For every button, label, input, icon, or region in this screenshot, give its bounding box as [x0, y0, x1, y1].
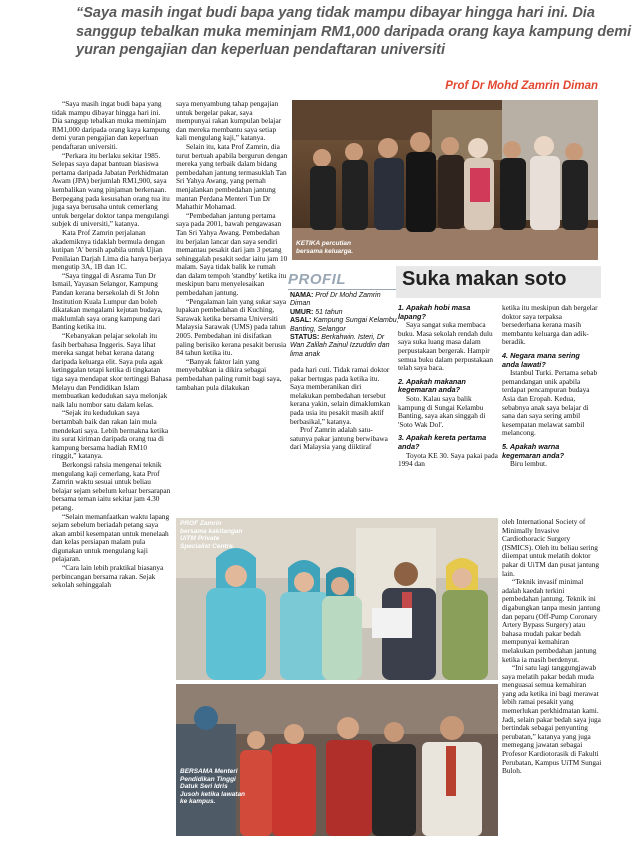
paragraph: “Saya masih ingat budi bapa yang tidak mampu dibayar hingga hari ini. Dia sanggup tebalkan muka meminjam RM1,000 daripada orang kaya kampung demi yuran pengajian dan keperluan pendaftaran universiti.	[52, 99, 170, 151]
caption-text: bersama kakitangan UiTM Private Specialist Centre.	[180, 527, 243, 550]
profil-asal	[290, 317, 400, 334]
caption-text: percutian bersama keluarga.	[296, 240, 354, 255]
answer: Saya sangat suka membaca buku. Masa sekolah rendah dulu saya suka luang masa dalam perpustakaan bergerak. Hampir semua buku dalam perpustakaan telah saya baca.	[398, 320, 494, 373]
profil-status-label: STATUS:	[290, 334, 320, 342]
paragraph: “Kebanyakan pelajar sekolah itu fasih berbahasa Inggeris. Saya lihat mereka sangat hebat kerana datang daripada keluarga elit. Saya pula agak ketinggalan tetapi ketika di tingkatan tiga saya mendapat skor tertinggi Bahasa Melayu dan Pendidikan Islam membuatkan kedudukan saya melonjak naik lalu nombor satu dalam kelas.	[52, 331, 172, 409]
paragraph: Berkongsi rahsia mengenai teknik mengulang kaji cemerlang, kata Prof Zamrin waktu sesuai untuk beliau belajar sejam sebelum keluar bersarapan bersama teman iaitu sekitar jam 4.30 petang.	[52, 459, 171, 512]
minister-photo-caption	[180, 768, 246, 806]
paragraph: saya menyambung tahap pengajian untuk bergelar pakar, saya mempunyai rakan kumpulan belajar dan mereka membantu saya setiap kali mengulang kaji,” katanya.	[176, 99, 282, 143]
question: 2. Apakah makanan kegemaran anda?	[398, 376, 466, 395]
profil-umur	[290, 309, 400, 317]
caption-lead: BERSAMA	[180, 768, 213, 775]
family-photo	[292, 100, 598, 260]
profil-asal-label: ASAL:	[290, 317, 312, 325]
caption-text: Menteri Pendidikan Tinggi Datuk Seri Idris Jusoh ketika lawatan ke kampus.	[180, 768, 246, 805]
paragraph: Kata Prof Zamrin perjalanan akademiknya tidaklah bermula dengan kutipan 'A' bersih apabila untuk Ujian Penilaian Darjah Lima dia hanya berjaya mengutip 3A, 1B dan 1C.	[52, 227, 172, 272]
article-column-4	[502, 518, 602, 776]
paragraph: pada hari cuti. Tidak ramai doktor pakar bertugas pada ketika itu. Saya memberanikan diri melakukan pembedahan tersebut kerana yakin, selain dimaklumkan pada usia itu pesakit masih aktif berbasikal,” katanya.	[290, 365, 391, 426]
question: 3. Apakah kereta pertama anda?	[398, 433, 487, 451]
profil-divider	[288, 289, 398, 290]
profil-umur-value: 51 tahun	[315, 308, 343, 316]
family-photo-image	[292, 100, 598, 260]
question: 1. Apakah hobi masa lapang?	[398, 303, 471, 321]
minister-photo	[176, 684, 498, 836]
paragraph: “Sejak itu kedudukan saya bertambah baik dan rakan lain mula mendekati saya. Lebih bermakna ketika itu surat kiriman daripada orang tua di kampung bersama hadiah RM10 ringgit,” katanya.	[52, 408, 169, 461]
paragraph: “Saya tinggal di Asrama Tun Dr Ismail, Yayasan Selangor, Kampung Pandan kerana bersekolah di St John Institution Kuala Lumpur dan boleh dikatakan mengalami kejutan budaya, maklumlah saya orang kampung dari Banting ketika itu.	[52, 270, 163, 332]
answer: Biru lembut.	[510, 459, 547, 469]
answer: Soto. Kalau saya balik kampung di Sungai Kelambu Banting, saya akan singgah di 'Soto Wak Dol'.	[398, 393, 486, 429]
question: 5. Apakah warna kegemaran anda?	[502, 441, 565, 460]
pull-quote: “Saya masih ingat budi bapa yang tidak mampu dibayar hingga hari ini. Dia sanggup tebalkan muka meminjam RM1,000 daripada orang kaya kampung demi yuran pengajian dan keperluan pendaftaran universiti	[76, 5, 632, 58]
profil-status-value: Berkahwin. Isteri, Dr Wan Zalilah Zainul Izzuddin dan lima anak	[290, 334, 390, 358]
profil-nama-label: NAMA:	[290, 292, 314, 299]
minister-photo-image	[176, 684, 498, 836]
article-column-2	[176, 100, 288, 392]
question: 4. Negara mana sering anda lawati?	[502, 350, 580, 369]
article-column-3	[290, 366, 394, 452]
profil-nama-value: Prof Dr Mohd Zamrin Diman	[290, 292, 381, 308]
profil-status	[290, 334, 400, 359]
sidebar-qa-left	[398, 304, 498, 469]
answer: Toyota KE 30. Saya pakai pada 1994 dan	[398, 450, 498, 469]
paragraph: “Perkara itu berlaku sekitar 1985. Selepas saya dapat bantuan biasiswa pertama daripada Jabatan Perkhidmatan Awam (JPA) berjumlah RM1,900, saya kembalikan wang pinjaman berkenaan. Berpegang pada kesusahan orang tua itu juga saya berusaha untuk cemerlang untuk bergelar doktor tanpa mengulangi subjek di universiti,” katanya.	[52, 150, 170, 229]
profil-title: PROFIL	[288, 271, 346, 288]
paragraph: “Banyak faktor lain yang menyebabkan ia dikira sebagai pembedahan paling rumit bagi saya, tambahan pula dilakukan	[176, 356, 282, 392]
answer: ketika itu meskipun dah bergelar doktor saya terpaksa bersederhana kerana masih membantu keluarga dan adik-beradik.	[502, 303, 598, 347]
paragraph: Selain itu, kata Prof Zamrin, dia turut bertuah apabila bergurun dengan mereka yang terbaik dalam bidang pembedahan jantung termasuklah Tan Sri Yahya Awang, yang pernah menjalankan pembedahan jantung mantan Perdana Menteri Tun Dr Mahathir Mohamad.	[176, 141, 288, 212]
paragraph: oleh International Society of Minimally Invasive Cardiothoracic Surgery (ISMICS). Oleh itu beliau sering diiempat untuk melatih doktor pakar di UiTM dan pusat jantung lain.	[502, 517, 600, 578]
answer: Istanbul Turki. Pertama sebab pemandangan unik apabila terdapat pencampuran budaya Asia dan Eropah. Kedua, sebabnya anak saya belajar di sana dan saya sering ambil kesempatan melawat sambil melancong.	[502, 368, 598, 438]
caption-lead: PROF Zamrin	[180, 520, 222, 527]
paragraph: “Cara lain lebih praktikal biasanya perbincangan bersama rakan. Sejak sekolah sehinggalah	[52, 563, 164, 590]
article-column-1	[52, 100, 172, 590]
paragraph: “Ini satu lagi tanggungjawab saya melatih pakar bedah muda menguasai semua kemahiran yang ada ketika ini bagi merawat lebih ramai pesakit yang memerlukan perkhidmatan kami. Jadi, selain pakar bedah saya juga bertindak sebagai penyunting perubatan,” katanya yang juga memegang jawatan sebagai Profesor Kardiotorasik di Fakulti Perubatan, Kampus UiTM Sungai Buloh.	[502, 663, 602, 776]
profil-details	[290, 292, 400, 359]
staff-photo-caption	[180, 520, 250, 550]
paragraph: “Selain memanfaatkan waktu lapang sejam sebelum beriadah petang saya akan ambil kesempatan untuk menelaah dan kelas persiapan malam pula digunakan untuk mengulang kaji pelajaran.	[52, 511, 170, 564]
paragraph: “Pembedahan jantung pertama saya pada 2001, bawah pengawasan Tan Sri Yahya Awang. Pembedahan itu berjalan lancar dan saya sendiri memantau pesakit dari jam 3 petang sehinggalah pesakit sedar iaitu jam 10 malam. Saya tidak balik ke rumah dan dalam tempoh 'standby' ketika itu meskipun baru menyelesaikan pembedahan jantung.	[176, 210, 288, 298]
caption-lead: KETIKA	[296, 240, 320, 247]
paragraph: “Teknik invasif minimal adalah kaedah terkini pembedahan jantung. Teknik ini digabungkan tanpa mesin jantung dan peparu (Off-Pump Coronary Artery Bypass Surgery) atau bahasa mudah pakar bedah mempunyai kemahiran melakukan pembedahan jantung ketika ia masih berdenyut.	[502, 577, 601, 664]
sidebar-qa-right	[502, 304, 598, 469]
profil-umur-label: UMUR:	[290, 308, 314, 316]
family-photo-caption	[296, 240, 366, 255]
sidebar-title: Suka makan soto	[402, 268, 567, 290]
paragraph: “Pengalaman lain yang sukar saya lupakan pembedahan di Kuching, Sarawak ketika bersama Universiti Malaysia Sarawak (UMS) pada tahun 2005. Pembedahan ini disifatkan paling berisiko kerana pesakit berusia 84 tahun ketika itu.	[176, 296, 287, 358]
profil-asal-value: Kampung Sungai Kelambu, Banting, Selangor	[290, 317, 399, 333]
profil-nama	[290, 292, 400, 309]
paragraph: Prof Zamrin adalah satu-satunya pakar jantung berwibawa dari Malaysia yang diiktiraf	[290, 425, 388, 452]
byline: Prof Dr Mohd Zamrin Diman	[445, 80, 598, 92]
